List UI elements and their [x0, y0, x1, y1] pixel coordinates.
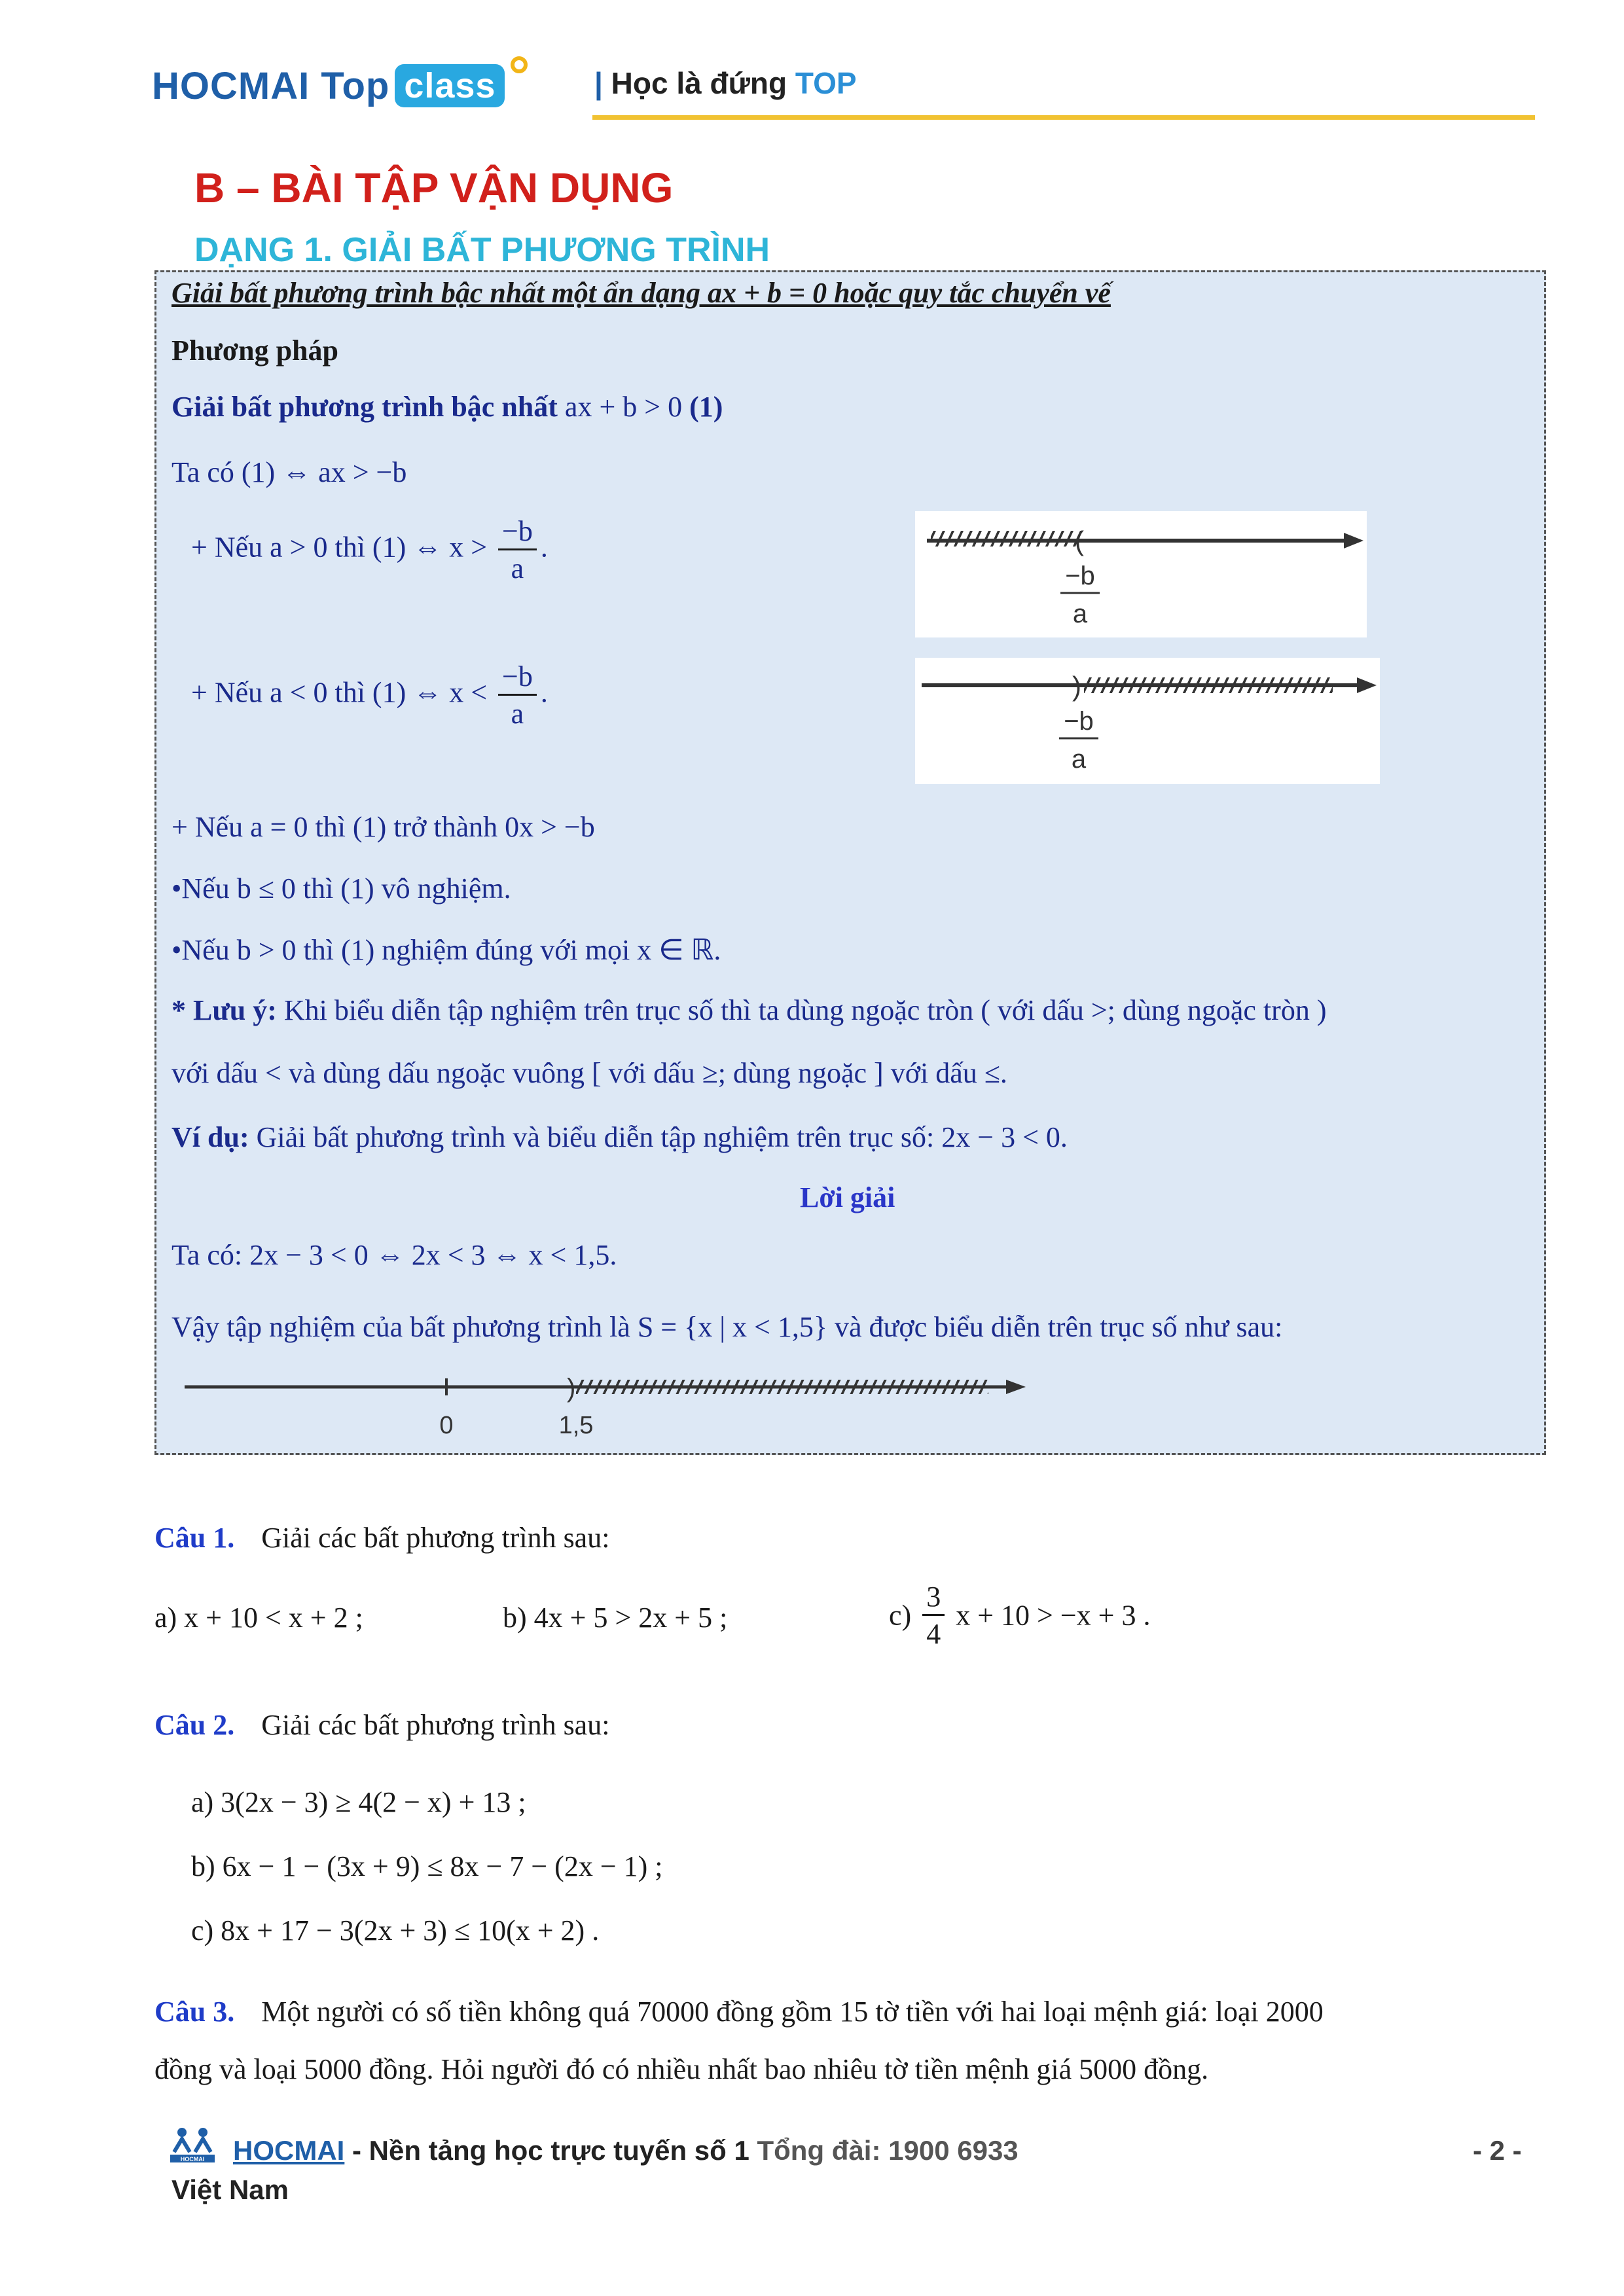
header-tagline — [594, 65, 857, 101]
question-2-text: Giải các bất phương trình sau: — [261, 1709, 610, 1741]
case-positive — [191, 517, 548, 583]
fraction — [498, 517, 537, 583]
method-label: Phương pháp — [171, 334, 338, 367]
axis-label-num: −b — [1065, 562, 1095, 590]
footer-brand-link[interactable]: HOCMAI — [233, 2135, 345, 2166]
footer-text: - Nền tảng học trực tuyến số 1 — [344, 2135, 749, 2166]
solution-set: S = {x | x < 1,5} — [637, 1311, 827, 1343]
number-line-panel-1 — [915, 511, 1367, 637]
question-3-line-2: đồng và loại 5000 đồng. Hỏi người đó có nhiều nhất bao nhiêu tờ tiền mệnh giá 5000 đồng. — [154, 2053, 1209, 2085]
solve-label: Giải bất phương trình bậc nhất — [171, 391, 558, 423]
fraction-numerator: −b — [498, 517, 537, 550]
close-bracket: ) — [1072, 671, 1081, 702]
footer-line — [233, 2135, 1019, 2166]
arrow-head-icon — [1357, 677, 1377, 693]
question-3-label: Câu 3. — [154, 1996, 235, 2028]
period: . — [540, 531, 548, 564]
fraction-denominator: 4 — [926, 1618, 941, 1650]
solution-text-b: và được biểu diễn trên trục số như sau: — [834, 1311, 1283, 1343]
bullet-no-solution: •Nếu b ≤ 0 thì (1) vô nghiệm. — [171, 872, 511, 905]
tagline-text: Học là đứng — [611, 66, 787, 100]
note-text-1: Khi biểu diễn tập nghiệm trên trục số thì ta dùng ngoặc tròn ( với dấu >; dùng ngoặc tròn ) — [283, 994, 1327, 1026]
open-bracket: ( — [1075, 526, 1084, 556]
footer-logo-text: HOCMAI — [180, 2156, 205, 2162]
tick-label-value: 1,5 — [558, 1412, 594, 1439]
period: . — [540, 676, 548, 709]
section-title: B – BÀI TẬP VẬN DỤNG — [194, 164, 674, 211]
fraction-denominator: a — [511, 698, 524, 730]
number-line-2 — [915, 658, 1380, 784]
solve-expr: ax + b > 0 — [564, 391, 683, 423]
question-2-label: Câu 2. — [154, 1709, 235, 1741]
footer-logo-icon — [169, 2126, 216, 2164]
step-one: Ta có (1) ⇔ ax > −b — [171, 456, 407, 488]
solve-line — [171, 393, 723, 422]
arrow-head-icon — [1344, 533, 1363, 548]
box-heading: Giải bất phương trình bậc nhất một ẩn dạng ax + b = 0 hoặc quy tắc chuyển vế — [171, 277, 1111, 309]
example-text: Giải bất phương trình và biểu diễn tập nghiệm trên trục số: 2x − 3 < 0. — [256, 1121, 1068, 1153]
logo-hocmai-text: HOCMAI — [152, 65, 310, 107]
question-3-line-1: Một người có số tiền không quá 70000 đồng gồm 15 tờ tiền với hai loại mệnh giá: loại 2000 — [261, 1996, 1324, 2028]
fraction-numerator: 3 — [922, 1583, 945, 1616]
tagline-separator: | — [594, 66, 603, 100]
solution-text-a: Vậy tập nghiệm của bất phương trình là — [171, 1311, 630, 1343]
question-1 — [154, 1524, 609, 1552]
method-box — [154, 270, 1546, 1455]
example-label: Ví dụ: — [171, 1121, 249, 1153]
fraction — [498, 662, 537, 728]
case-zero: + Nếu a = 0 thì (1) trở thành 0x > −b — [171, 811, 595, 843]
brand-logo — [152, 64, 505, 109]
question-1-text: Giải các bất phương trình sau: — [261, 1522, 610, 1554]
question-2-b: b) 6x − 1 − (3x + 9) ≤ 8x − 7 − (2x − 1) ; — [191, 1850, 663, 1882]
number-line-1 — [915, 511, 1367, 637]
solve-ref: (1) — [689, 391, 723, 423]
logo-top-text: Top — [321, 65, 390, 107]
question-2-a: a) 3(2x − 3) ≥ 4(2 − x) + 13 ; — [191, 1786, 526, 1818]
example-number-line — [185, 1367, 1036, 1439]
footer-hotline: Tổng đài: 1900 6933 — [757, 2135, 1019, 2166]
logo-class-badge: class — [395, 64, 505, 107]
subsection-title: DẠNG 1. GIẢI BẤT PHƯƠNG TRÌNH — [194, 231, 770, 269]
logo-sun-icon — [511, 56, 528, 73]
fraction-numerator: −b — [498, 662, 537, 696]
question-2 — [154, 1711, 609, 1740]
case-negative-text: + Nếu a < 0 thì (1) ⇔ x < — [191, 676, 488, 709]
case-positive-text: + Nếu a > 0 thì (1) ⇔ x > — [191, 531, 488, 564]
axis-label-den: a — [1072, 600, 1088, 628]
question-1-a: a) x + 10 < x + 2 ; — [154, 1602, 363, 1634]
footer-country: Việt Nam — [171, 2174, 289, 2205]
solution-line-2 — [171, 1313, 1282, 1342]
tick-label-zero: 0 — [439, 1412, 454, 1439]
question-1-c — [889, 1583, 1150, 1649]
header-underline — [592, 115, 1535, 120]
question-2-c: c) 8x + 17 − 3(2x + 3) ≤ 10(x + 2) . — [191, 1914, 600, 1946]
question-1-c-prefix: c) — [889, 1599, 912, 1632]
axis-label-num: −b — [1064, 707, 1094, 736]
example-line — [171, 1123, 1068, 1152]
page-number: - 2 - — [1473, 2135, 1522, 2166]
solution-label: Lời giải — [800, 1181, 895, 1213]
fraction — [922, 1583, 945, 1649]
question-1-c-rest: x + 10 > −x + 3 . — [956, 1599, 1151, 1632]
axis-label-den: a — [1071, 745, 1087, 774]
question-1-label: Câu 1. — [154, 1522, 235, 1554]
tagline-top: TOP — [795, 66, 857, 100]
note-line-1 — [171, 996, 1327, 1025]
close-bracket: ) — [567, 1374, 576, 1403]
note-line-2: với dấu < và dùng dấu ngoặc vuông [ với dấu ≥; dùng ngoặc ] với dấu ≤. — [171, 1057, 1007, 1089]
question-3 — [154, 1998, 1324, 2026]
note-label: * Lưu ý: — [171, 994, 277, 1026]
question-1-b: b) 4x + 5 > 2x + 5 ; — [503, 1602, 728, 1634]
case-negative — [191, 662, 548, 728]
solution-line-1: Ta có: 2x − 3 < 0 ⇔ 2x < 3 ⇔ x < 1,5. — [171, 1239, 617, 1271]
arrow-head-icon — [1006, 1380, 1026, 1394]
fraction-denominator: a — [511, 552, 524, 584]
number-line-panel-2 — [915, 658, 1380, 784]
bullet-all-solution: •Nếu b > 0 thì (1) nghiệm đúng với mọi x ∈ ℝ. — [171, 934, 721, 966]
